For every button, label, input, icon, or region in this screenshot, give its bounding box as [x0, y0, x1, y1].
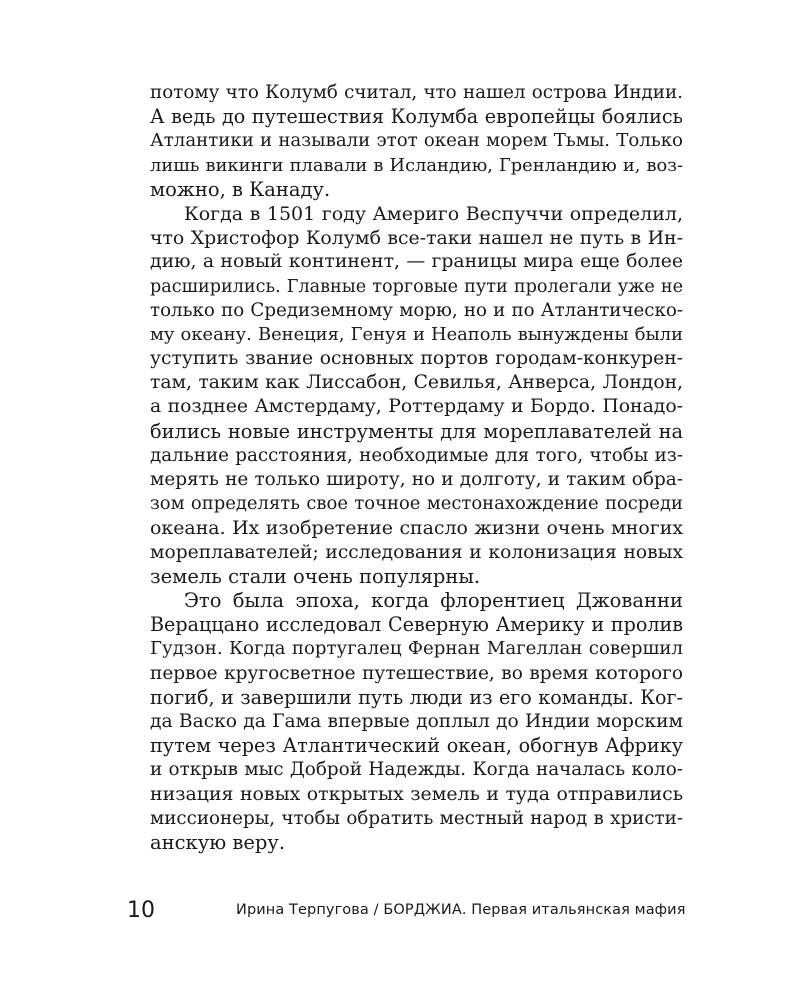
text-line: потому что Колумб считал, что нашел острова Индии.	[150, 82, 683, 103]
page-number: 10	[127, 898, 155, 923]
text-line: Атлантики и называли этот океан морем Тьмы. Только	[150, 130, 683, 152]
text-line: анскую веру.	[150, 830, 286, 854]
text-line: зом определять свое точное местонахождение посреди	[150, 493, 683, 515]
text-line: мореплавателей; исследования и колонизация новых	[150, 541, 683, 563]
text-line: и открыв мыс Доброй Надежды. Когда началась коло-	[150, 759, 683, 781]
text-line: мерять не только широту, но и долготу, и таким обра-	[150, 469, 683, 490]
text-line: погиб, и завершили путь люди из его команды. Ког-	[150, 685, 683, 709]
text-line: уступить звание основных портов городам-конкурен-	[150, 348, 683, 370]
text-line: да Васко да Гама впервые доплыл до Индии морским	[150, 710, 683, 732]
text-line: можно, в Канаду.	[150, 177, 331, 201]
text-line: первое кругосветное путешествие, во время которого	[150, 662, 683, 684]
text-line: лишь викинги плавали в Исландию, Гренландию и, воз-	[150, 154, 683, 176]
text-line: там, таким как Лиссабон, Севилья, Анверса, Лондон,	[150, 372, 683, 394]
text-line: му океану. Венеция, Генуя и Неаполь вынуждены были	[150, 323, 683, 345]
text-line: Когда в 1501 году Америго Веспуччи определил,	[184, 202, 683, 225]
text-line: а позднее Амстердаму, Роттердаму и Бордо. Понадо-	[150, 396, 683, 418]
text-line: земель стали очень популярны.	[150, 564, 481, 588]
text-line: путем через Атлантический океан, обогнув Африку	[150, 734, 683, 758]
text-line: Это была эпоха, когда флорентиец Джованни	[184, 588, 683, 612]
text-line: дальние расстояния, необходимые для того, чтобы из-	[150, 444, 683, 466]
text-line: миссионеры, чтобы обратить местный народ в христи-	[150, 807, 683, 829]
text-line: океана. Их изобретение спасло жизни очень многих	[150, 517, 683, 540]
text-line: Вераццано исследовал Северную Америку и пролив	[150, 613, 683, 637]
text-line: Гудзон. Когда португалец Фернан Магеллан совершил	[150, 638, 683, 660]
text-line: только по Средиземному морю, но и по Атлантическо-	[150, 299, 683, 321]
text-line: низация новых открытых земель и туда отправились	[150, 783, 683, 806]
body-text	[150, 81, 683, 855]
text-line: что Христофор Колумб все-таки нашел не путь в Ин-	[150, 227, 683, 250]
text-line: расширились. Главные торговые пути пролегали уже не	[150, 276, 683, 297]
running-title: Ирина Терпугова / БОРДЖИА. Первая итальянская мафия	[236, 902, 686, 918]
text-line: дию, а новый континент, — границы мира еще более	[150, 251, 683, 273]
text-line: бились новые инструменты для мореплавателей на	[150, 419, 683, 443]
text-line: А ведь до путешествия Колумба европейцы боялись	[150, 105, 683, 129]
